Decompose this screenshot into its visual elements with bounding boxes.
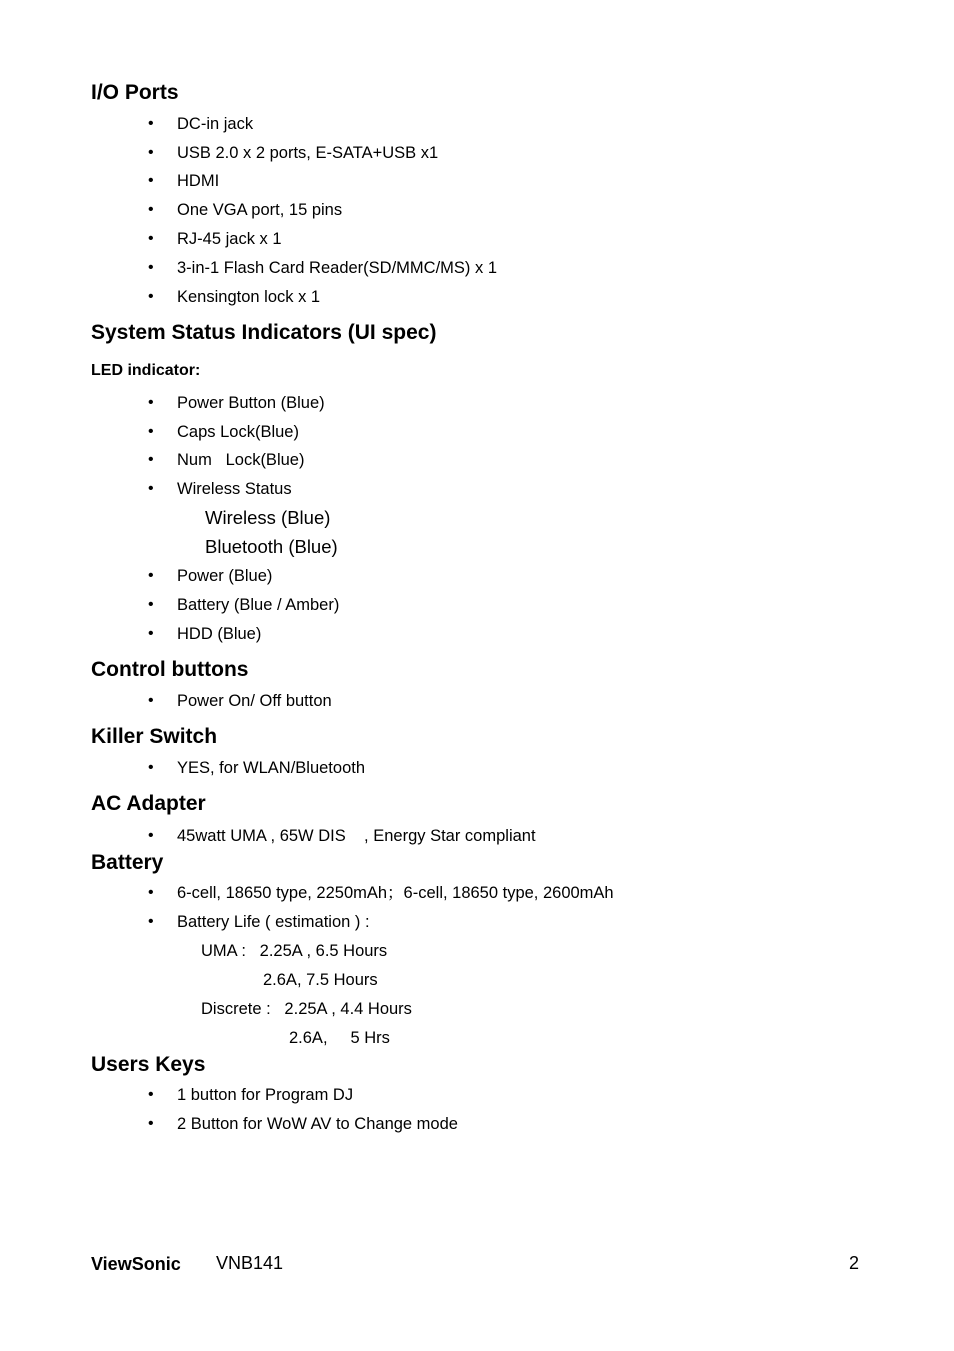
subheading-led: LED indicator:: [91, 362, 201, 379]
heading-status-indicators: System Status Indicators (UI spec): [91, 321, 437, 344]
list-item: • DC-in jack: [177, 116, 253, 133]
list-item: • Power (Blue): [177, 568, 272, 585]
heading-users-keys: Users Keys: [91, 1053, 206, 1076]
list-item: • 3-in-1 Flash Card Reader(SD/MMC/MS) x 1: [177, 260, 497, 277]
heading-battery: Battery: [91, 851, 164, 874]
list-item: • RJ-45 jack x 1: [177, 231, 282, 248]
heading-ac-adapter: AC Adapter: [91, 792, 206, 815]
heading-control-buttons: Control buttons: [91, 658, 249, 681]
list-item: • Num Lock(Blue): [177, 452, 304, 469]
heading-io-ports: I/O Ports: [91, 81, 179, 104]
sub-item-bluetooth: Bluetooth (Blue): [205, 536, 338, 557]
heading-killer-switch: Killer Switch: [91, 725, 218, 748]
page-number: 2: [849, 1253, 860, 1273]
list-item: • One VGA port, 15 pins: [177, 202, 342, 219]
battery-life-uma-2: 2.6A, 7.5 Hours: [263, 971, 378, 989]
list-item: • HDD (Blue): [177, 626, 261, 643]
battery-life-discrete: Discrete : 2.25A , 4.4 Hours: [201, 1000, 412, 1018]
list-item: • Battery (Blue / Amber): [177, 597, 339, 614]
battery-life-uma: UMA : 2.25A , 6.5 Hours: [201, 942, 388, 960]
list-item: • 1 button for Program DJ: [177, 1087, 353, 1104]
list-item: • USB 2.0 x 2 ports, E-SATA+USB x1: [177, 145, 438, 162]
battery-life-discrete-2: 2.6A, 5 Hrs: [289, 1029, 390, 1047]
list-item: • YES, for WLAN/Bluetooth: [177, 760, 365, 777]
footer-brand: ViewSonic: [91, 1254, 181, 1274]
list-item: • 45watt UMA , 65W DIS , Energy Star compliant: [177, 828, 536, 845]
list-item: • Battery Life ( estimation ) :: [177, 914, 370, 931]
list-item: • Power Button (Blue): [177, 395, 325, 412]
list-item: • 6-cell, 18650 type, 2250mAh；6-cell, 18650 type, 2600mAh: [177, 885, 614, 902]
list-item: • Caps Lock(Blue): [177, 424, 299, 441]
list-item: • 2 Button for WoW AV to Change mode: [177, 1116, 458, 1133]
list-item: • Kensington lock x 1: [177, 289, 320, 306]
sub-item-wireless: Wireless (Blue): [205, 507, 331, 528]
footer-model: VNB141: [216, 1253, 284, 1273]
list-item: • HDMI: [177, 173, 219, 190]
list-item: • Wireless Status: [177, 481, 292, 498]
list-item: • Power On/ Off button: [177, 693, 332, 710]
